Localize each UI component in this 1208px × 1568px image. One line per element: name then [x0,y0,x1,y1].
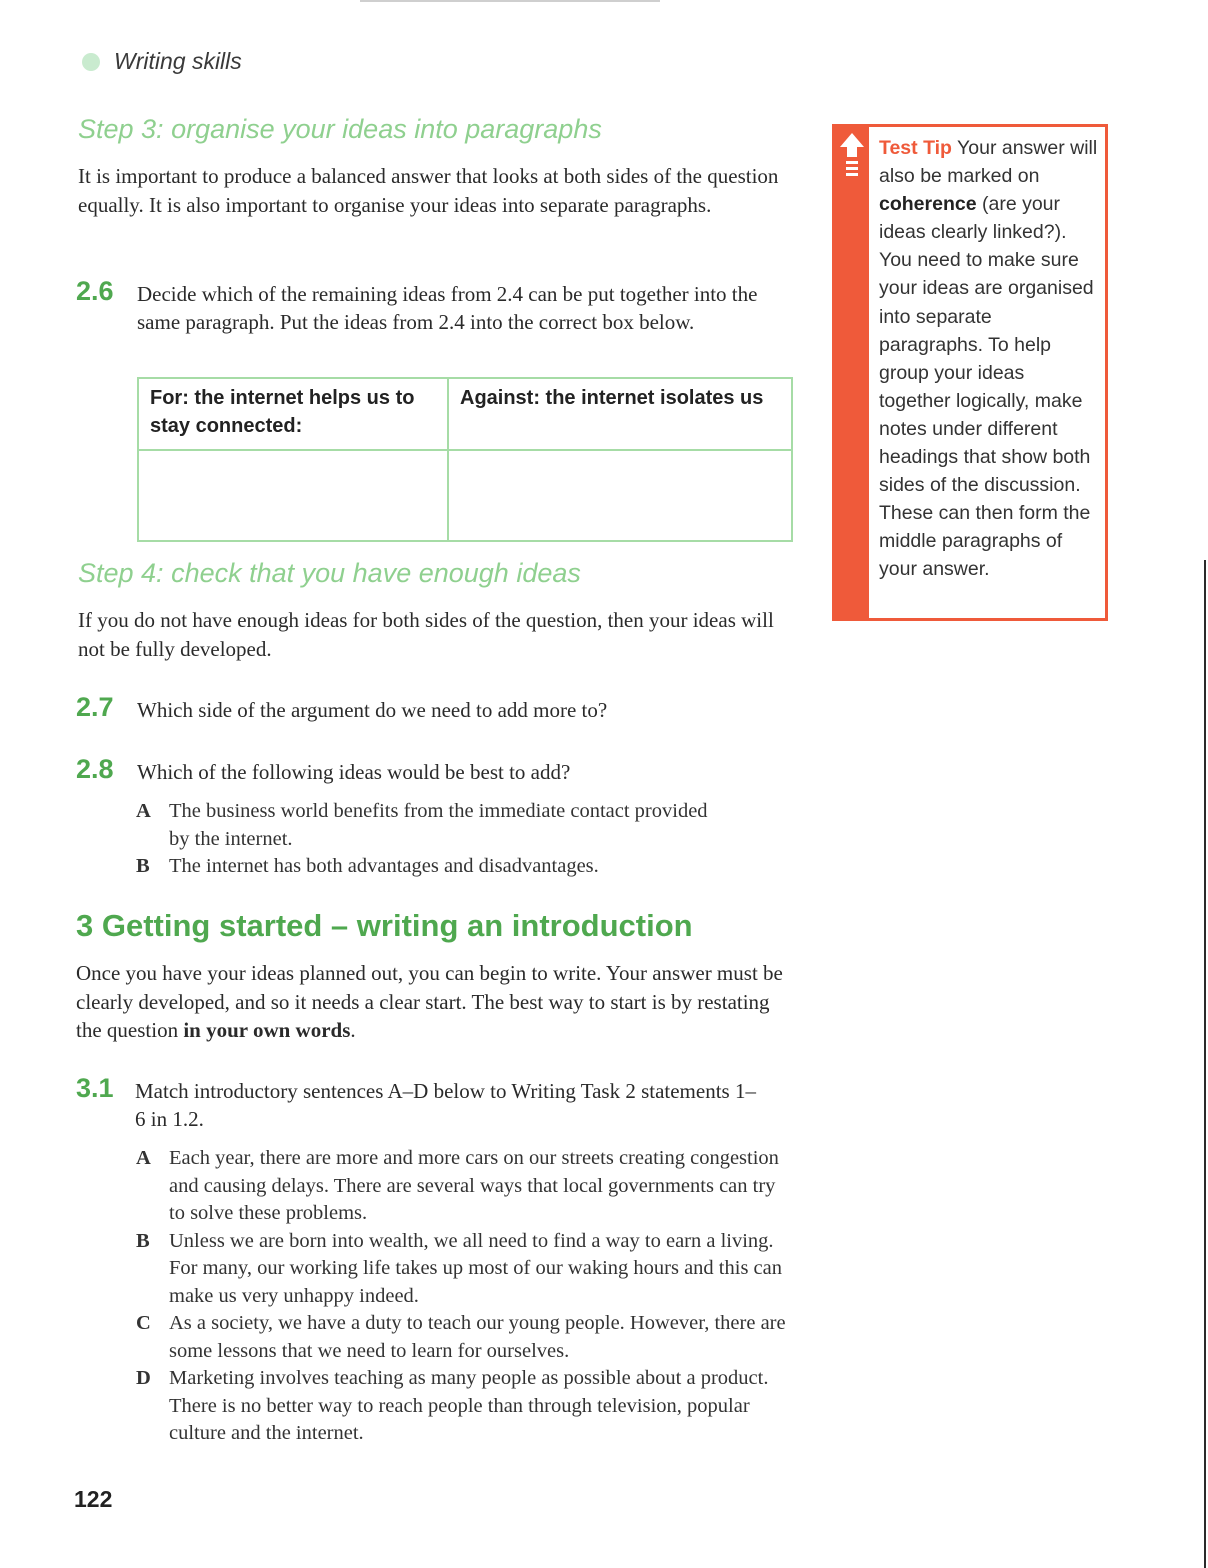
option-a [136,798,726,853]
question-2-8 [76,754,796,786]
question-2-6 [76,276,796,336]
question-number: 2.6 [76,276,114,306]
section-dot-icon [82,53,100,71]
tip-body-end: (are your ideas clearly linked?). You need to make sure your ideas are organised into separate paragraphs. To help group your ideas together logically, make notes under different headings that show both sides of the discussion. These can then form the middle paragraphs of your answer. [879,193,1094,581]
section-3-heading: 3 Getting started – writing an introduction [76,908,693,943]
question-number: 3.1 [76,1073,114,1103]
option-text: The business world benefits from the immediate contact provided by the internet. [169,800,708,850]
question-3-1 [76,1073,766,1133]
test-tip-box [832,124,1108,621]
page-number: 122 [74,1486,113,1512]
ideas-table [137,377,793,542]
question-text: Which side of the argument do we need to add more to? [137,698,608,722]
question-number: 2.8 [76,754,114,784]
option-letter: A [136,800,151,822]
tip-title: Test Tip [879,137,952,159]
question-text: Decide which of the remaining ideas from 2.4 can be put together into the same paragraph. Put the ideas from 2.4 into the correct box below. [137,282,758,334]
section-3-text: Once you have your ideas planned out, you can begin to write. Your answer must be clearly developed, and so it needs a clear start. The best way to start is by restating the question [76,961,783,1042]
option-text: The internet has both advantages and disadvantages. [169,855,599,877]
question-number: 2.7 [76,692,114,722]
step4-paragraph: If you do not have enough ideas for both sides of the question, then your ideas will not be fully developed. [78,608,774,661]
option-a [136,1145,796,1228]
step3-paragraph: It is important to produce a balanced answer that looks at both sides of the question equally. It is also important to organise your ideas into separate paragraphs. [78,164,779,217]
options-3-1 [136,1145,796,1448]
tip-side-bar [835,127,869,618]
section-header [82,48,242,75]
tip-keyword: coherence [879,193,977,216]
option-text: Unless we are born into wealth, we all need to find a way to earn a living. For many, our working life takes up most of our waking hours and this can make us very unhappy indeed. [169,1229,782,1307]
tip-text [879,134,1101,584]
option-text: Marketing involves teaching as many people as possible about a product. There is no better way to reach people than through television, popular culture and the internet. [169,1367,769,1444]
tip-body-start: Your answer will also be marked on [879,137,1098,188]
option-letter: A [136,1147,151,1169]
question-text: Match introductory sentences A–D below to Writing Task 2 statements 1–6 in 1.2. [135,1079,756,1131]
question-text: Which of the following ideas would be best to add? [137,760,571,784]
option-d [136,1365,796,1448]
answer-box-for[interactable] [138,450,448,541]
page-edge [1204,560,1206,1568]
section-label: Writing skills [114,48,242,74]
option-text: As a society, we have a duty to teach our young people. However, there are some lessons that we need to learn for ourselves. [169,1312,786,1362]
table-header-for: For: the internet helps us to stay connected: [138,378,448,450]
section-3-paragraph [76,959,792,1045]
arrow-up-icon [840,133,864,183]
option-letter: B [136,1229,150,1252]
option-b [136,853,726,881]
step3-title: Step 3: organise your ideas into paragraphs [78,114,602,144]
option-b [136,1228,796,1311]
option-letter: D [136,1367,151,1389]
option-c [136,1310,796,1365]
step4-title: Step 4: check that you have enough ideas [78,558,581,588]
top-rule [360,0,660,2]
option-text: Each year, there are more and more cars on our streets creating congestion and causing delays. There are several ways that local governments can try to solve these problems. [169,1147,779,1224]
answer-box-against[interactable] [448,450,792,541]
question-2-7 [76,692,796,724]
option-letter: C [136,1312,151,1334]
option-letter: B [136,855,150,877]
table-header-against: Against: the internet isolates us [448,378,792,450]
section-3-period: . [350,1018,356,1042]
options-2-8 [136,798,726,881]
section-3-emphasis: in your own words [183,1018,351,1042]
